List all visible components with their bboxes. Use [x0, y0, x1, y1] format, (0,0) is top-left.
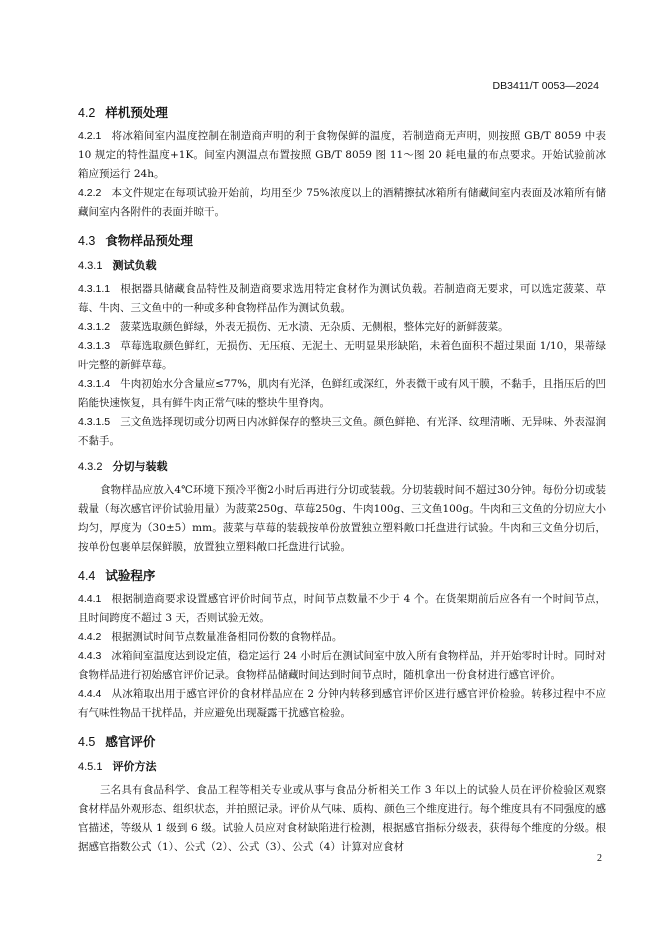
paragraph-4-2-2	[78, 184, 606, 222]
clause-text: 本文件规定在每项试验开始前，均用至少 75%浓度以上的酒精擦拭冰箱所有储藏间室内表面及冰箱所有储藏间室内各附件的表面并晾干。	[78, 187, 606, 218]
document-id: DB3411/T 0053—2024	[492, 80, 599, 92]
section-heading-4-3	[78, 232, 606, 250]
clause-number: 4.3.1.2	[78, 321, 111, 333]
clause-text: 根据器具储藏食品特性及制造商要求选用特定食材作为测试负载。若制造商无要求，可以选定菠菜、草莓、牛肉、三文鱼中的一种或多种食物样品作为测试负载。	[78, 283, 606, 314]
section-title: 感官评价	[105, 735, 156, 749]
section-title: 食物样品预处理	[105, 234, 193, 248]
paragraph-4-5-1: 三名具有食品科学、食品工程等相关专业或从事与食品分析相关工作 3 年以上的试验人员在评价检验区观察食材样品外观形态、组织状态，并拍照记录。评价从气味、质构、颜色三个维度进行。每个维度具有不同强度的感官描述，等级从 1 级到 6 级。试验人员应对食材缺陷进行检测，根据感官指标分级表，获得每个维度的分级。根据感官指数公式（1）、公式（2）、公式（3）、公式（4）计算对应食材	[78, 784, 606, 853]
clause-text: 牛肉初始水分含量应≤77%，肌肉有光泽，色鲜红或深红，外表微干或有风干膜，不黏手，且指压后的凹陷能快速恢复，具有鲜牛肉正常气味的整块牛里脊肉。	[78, 378, 606, 409]
subsection-heading-4-3-1	[78, 257, 606, 275]
section-title: 试验程序	[105, 569, 156, 583]
paragraph-4-4-2	[78, 628, 606, 647]
section-number: 4.5	[78, 735, 96, 749]
paragraph-4-3-1-2	[78, 318, 606, 337]
subsection-heading-4-3-2	[78, 458, 606, 476]
paragraph-4-2-1	[78, 127, 606, 184]
section-heading-4-4	[78, 567, 606, 585]
clause-text: 冰箱间室温度达到设定值，稳定运行 24 小时后在测试间室中放入所有食物样品，并开始零时计时。同时对食物样品进行初始感官评价记录。食物样品储藏时间达到时间节点时，随机拿出一份食材进行感官评价。	[78, 650, 606, 681]
clause-number: 4.2.2	[78, 187, 102, 199]
subsection-title: 测试负载	[112, 260, 157, 272]
clause-text: 从冰箱取出用于感官评价的食材样品应在 2 分钟内转移到感官评价区进行感官评价检验。转移过程中不应有气味性物品干扰样品，并应避免出现凝露干扰感官检验。	[78, 688, 606, 719]
paragraph-4-3-1-1	[78, 280, 606, 318]
subsection-title: 分切与装载	[112, 461, 168, 473]
clause-text: 将冰箱间室内温度控制在制造商声明的利于食物保鲜的温度，若制造商无声明，则按照 GB/T 8059 中表 10 规定的特性温度+1K。间室内测温点布置按照 GB/T 8059 图 11～图 20 耗电量的布点要求。开始试验前冰箱应预运行 24h。	[78, 130, 606, 180]
clause-text: 根据制造商要求设置感官评价时间节点，时间节点数量不少于 4 个。在货架期前后应各有一个时间节点，且时间跨度不超过 3 天，否则试验无效。	[78, 593, 606, 624]
section-heading-4-5	[78, 733, 606, 751]
clause-number: 4.3.1.4	[78, 378, 111, 390]
page-number: 2	[597, 853, 602, 864]
section-number: 4.2	[78, 106, 96, 120]
clause-number: 4.4.2	[78, 631, 102, 643]
clause-number: 4.4.3	[78, 650, 102, 662]
clause-text: 菠菜选取颜色鲜绿，外表无损伤、无水渍、无杂质、无侧根，整体完好的新鲜菠菜。	[120, 321, 509, 333]
subsection-title: 评价方法	[112, 761, 157, 773]
subsection-heading-4-5-1	[78, 758, 606, 776]
paragraph-4-4-3	[78, 647, 606, 685]
clause-number: 4.4.4	[78, 688, 102, 700]
section-number: 4.4	[78, 569, 96, 583]
clause-number: 4.4.1	[78, 593, 102, 605]
clause-text: 三文鱼选择现切或分切两日内冰鲜保存的整块三文鱼。颜色鲜艳、有光泽、纹理清晰、无异味、外表湿润不黏手。	[78, 416, 606, 447]
paragraph-4-4-4	[78, 685, 606, 723]
section-number: 4.3	[78, 234, 96, 248]
paragraph-4-3-2: 食物样品应放入4℃环境下预冷平衡2小时后再进行分切或装载。分切装载时间不超过30分钟。每份分切或装载量（每次感官评价试验用量）为菠菜250g、草莓250g、牛肉100g、三文鱼100g。牛肉和三文鱼的分切应大小均匀，厚度为（30±5）mm。菠菜与草莓的装载按单份放置独立塑料敞口托盘进行试验。牛肉和三文鱼分切后，按单份包裹单层保鲜膜，放置独立塑料敞口托盘进行试验。	[78, 484, 606, 553]
paragraph-4-3-1-5	[78, 413, 606, 451]
clause-number: 4.3.1.1	[78, 283, 111, 295]
paragraph-4-3-1-3	[78, 337, 606, 375]
clause-text: 草莓选取颜色鲜红，无损伤、无压痕、无泥土、无明显果形缺陷，未着色面积不超过果面 1/10，果蒂绿叶完整的新鲜草莓。	[78, 340, 606, 371]
section-title: 样机预处理	[105, 106, 168, 120]
subsection-number: 4.3.2	[78, 461, 103, 473]
paragraph-4-3-1-4	[78, 375, 606, 413]
subsection-number: 4.3.1	[78, 260, 103, 272]
clause-text: 根据测试时间节点数量准备相同份数的食物样品。	[111, 631, 343, 643]
clause-number: 4.3.1.5	[78, 416, 111, 428]
paragraph-4-4-1	[78, 590, 606, 628]
clause-number: 4.2.1	[78, 130, 102, 142]
document-body	[78, 104, 606, 857]
clause-number: 4.3.1.3	[78, 340, 111, 352]
section-heading-4-2	[78, 104, 606, 122]
subsection-number: 4.5.1	[78, 761, 103, 773]
